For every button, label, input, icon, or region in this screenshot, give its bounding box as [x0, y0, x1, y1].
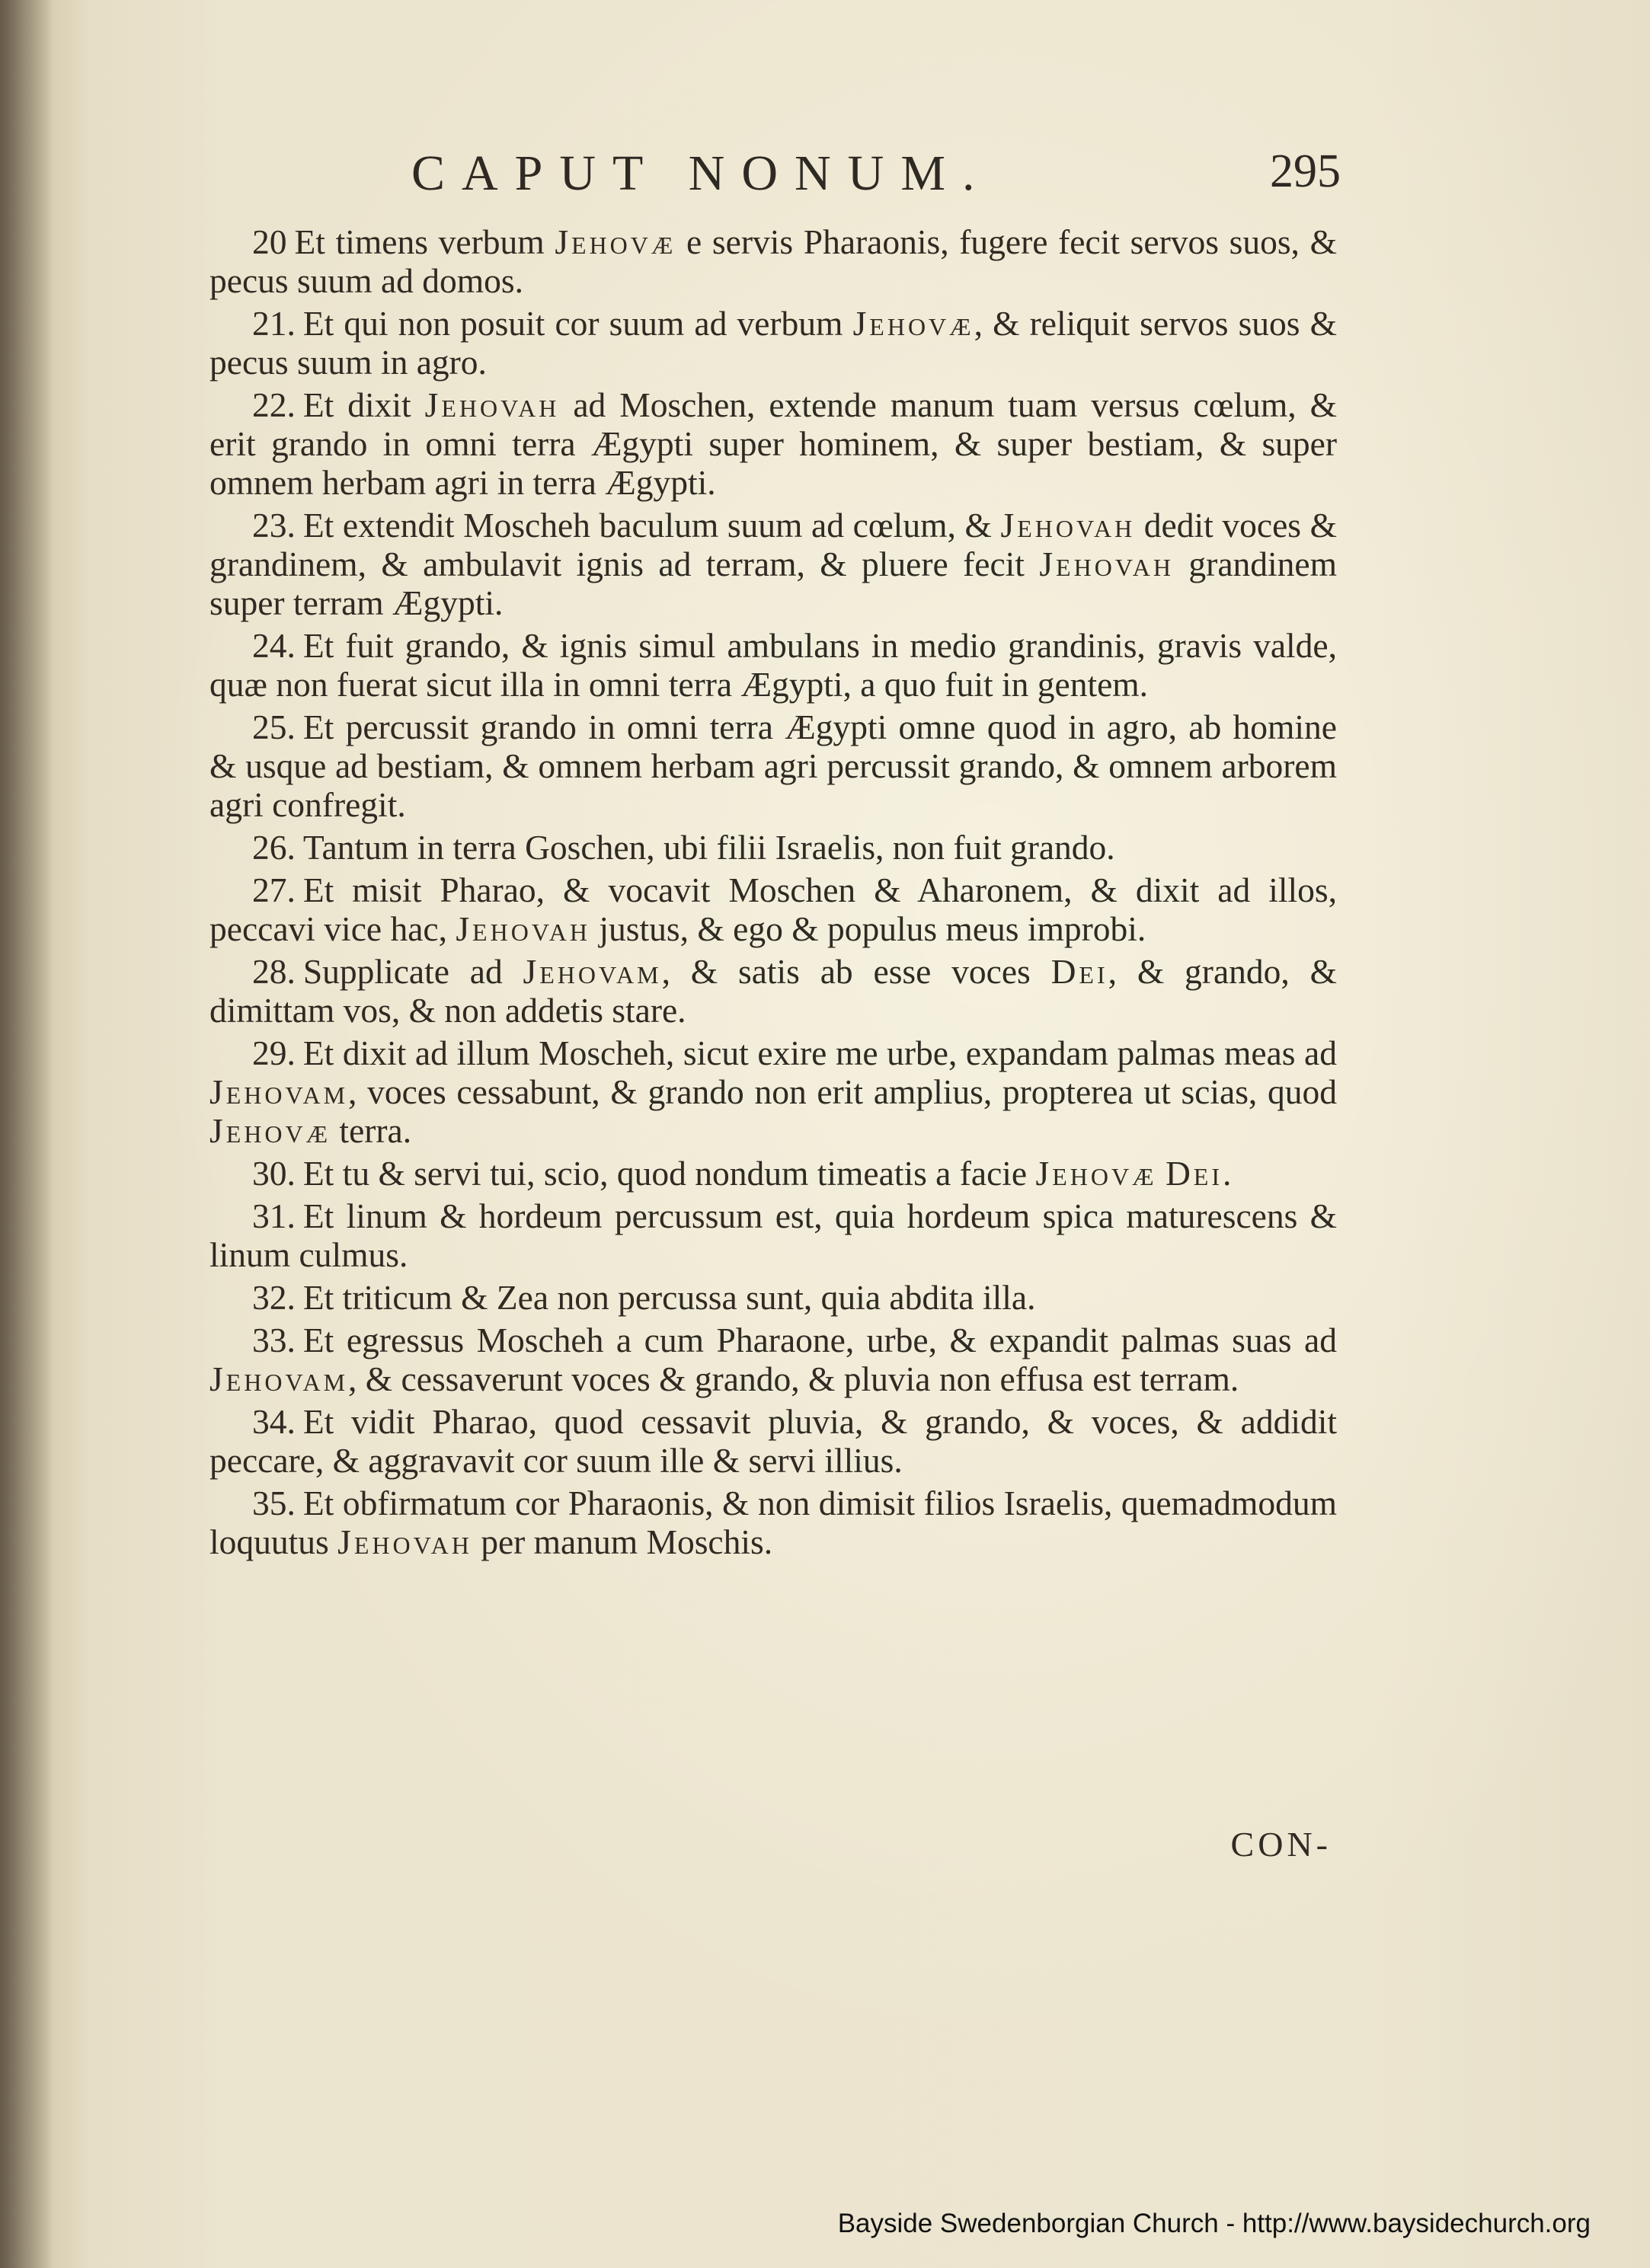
verse-number: 21. — [252, 304, 296, 343]
verse-text: Et obfirmatum cor Pharaonis, & non dimisit filios Israelis, quemadmodum loquutus — [209, 1484, 1337, 1561]
verse-text: Et triticum & Zea non percussa sunt, quia abdita illa. — [302, 1278, 1036, 1317]
verse-text-block — [209, 222, 1337, 1565]
verse-paragraph — [209, 1033, 1337, 1150]
verse-text: justus, & ego & populus meus improbi. — [590, 909, 1146, 948]
verse-text: Et misit Pharao, & vocavit Moschen & Aharonem, & dixit ad illos, peccavi vice hac, — [209, 870, 1337, 948]
verse-number: 26. — [252, 828, 296, 867]
page-number: 295 — [1270, 145, 1341, 197]
verse-number: 30. — [252, 1154, 296, 1193]
verse-text: Et timens verbum — [294, 222, 555, 261]
divine-name: Dei — [1050, 952, 1108, 991]
verse-paragraph — [209, 304, 1337, 382]
verse-paragraph — [209, 1484, 1337, 1561]
verse-paragraph — [209, 708, 1337, 824]
verse-paragraph — [209, 506, 1337, 622]
catchword: CON- — [1230, 1825, 1332, 1864]
divine-name: Jehovam — [209, 1359, 349, 1398]
verse-text: Et fuit grando, & ignis simul ambulans in medio grandinis, gravis valde, quæ non fuerat sicut illa in omni terra Ægypti, a quo fuit in gentem. — [209, 626, 1337, 704]
verse-text: , & grando, & dimittam vos, & non addetis stare. — [209, 952, 1337, 1030]
verse-paragraph — [209, 1196, 1337, 1274]
verse-text: , & reliquit servos suos & pecus suum in agro. — [209, 304, 1337, 382]
divine-name: Jehovah — [337, 1522, 472, 1561]
verse-paragraph — [209, 385, 1337, 502]
verse-text: Et dixit ad illum Moscheh, sicut exire me urbe, expandam palmas meas ad — [302, 1033, 1337, 1072]
footer-credit: Bayside Swedenborgian Church - http://www.baysidechurch.org — [837, 2209, 1591, 2238]
verse-number: 31. — [252, 1196, 296, 1235]
verse-paragraph — [209, 1278, 1337, 1317]
verse-paragraph — [209, 626, 1337, 704]
verse-text: Et dixit — [302, 385, 425, 424]
verse-text: grandinem super terram Ægypti. — [209, 545, 1338, 622]
verse-text: dedit voces & grandinem, & ambulavit ignis ad terram, & pluere fecit — [209, 506, 1338, 583]
divine-name: Jehovah — [1039, 545, 1175, 583]
verse-paragraph — [209, 952, 1337, 1030]
verse-text: ad Moschen, extende manum tuam versus cœlum, & erit grando in omni terra Ægypti super hominem, & super bestiam, & super omnem herbam agri in terra Ægypti. — [209, 385, 1338, 502]
page-header — [206, 145, 1341, 213]
verse-text: per manum Moschis. — [472, 1522, 773, 1561]
divine-name: Jehovæ — [852, 304, 974, 343]
verse-text: Et extendit Moscheh baculum suum ad cœlum, & — [302, 506, 1001, 545]
divine-name: Jehovam — [523, 952, 662, 991]
verse-number: 29. — [252, 1033, 296, 1072]
verse-text: terra. — [331, 1111, 412, 1150]
verse-number: 27. — [252, 870, 296, 909]
verse-text: Et percussit grando in omni terra Ægypti omne quod in agro, ab homine & usque ad bestiam, & omnem herbam agri percussit grando, & omnem arborem agri confregit. — [209, 708, 1337, 824]
verse-text: Et tu & servi tui, scio, quod nondum timeatis a facie — [302, 1154, 1036, 1193]
divine-name: Jehovæ — [555, 222, 676, 261]
verse-number: 25. — [252, 708, 296, 746]
verse-number: 28. — [252, 952, 296, 991]
verse-number: 22. — [252, 385, 296, 424]
divine-name: Jehovah — [424, 385, 560, 424]
verse-text: , & cessaverunt voces & grando, & pluvia non effusa est terram. — [348, 1359, 1239, 1398]
divine-name: Jehovah — [1000, 506, 1136, 545]
verse-text: Tantum in terra Goschen, ubi filii Israelis, non fuit grando. — [302, 828, 1115, 867]
verse-text — [1157, 1154, 1166, 1193]
divine-name: Jehovæ — [209, 1111, 331, 1150]
verse-text: Supplicate ad — [302, 952, 523, 991]
verse-number: 33. — [252, 1321, 296, 1359]
verse-paragraph — [209, 222, 1337, 300]
divine-name: Dei — [1165, 1154, 1223, 1193]
verse-number: 35. — [252, 1484, 296, 1522]
verse-text: , voces cessabunt, & grando non erit amplius, propterea ut scias, quod — [348, 1072, 1337, 1111]
verse-text: Et qui non posuit cor suum ad verbum — [302, 304, 853, 343]
verse-text: . — [1223, 1154, 1232, 1193]
verse-paragraph — [209, 1321, 1337, 1398]
verse-paragraph — [209, 1154, 1337, 1193]
running-title: CAPUT NONUM. — [411, 145, 992, 201]
verse-text: Et vidit Pharao, quod cessavit pluvia, & grando, & voces, & addidit peccare, & aggravavit cor suum ille & servi illius. — [209, 1402, 1337, 1480]
verse-paragraph — [209, 828, 1337, 867]
verse-number: 24. — [252, 626, 296, 665]
verse-number: 32. — [252, 1278, 296, 1317]
verse-number: 23. — [252, 506, 296, 545]
verse-number: 20 — [252, 222, 287, 261]
divine-name: Jehovah — [456, 909, 591, 948]
verse-paragraph — [209, 870, 1337, 948]
verse-paragraph — [209, 1402, 1337, 1480]
divine-name: Jehovam — [209, 1072, 349, 1111]
verse-text: , & satis ab esse voces — [661, 952, 1051, 991]
verse-text: Et egressus Moscheh a cum Pharaone, urbe, & expandit palmas suas ad — [302, 1321, 1337, 1359]
verse-text: e servis Pharaonis, fugere fecit servos suos, & pecus suum ad domos. — [209, 222, 1337, 300]
verse-text: Et linum & hordeum percussum est, quia hordeum spica maturescens & linum culmus. — [209, 1196, 1337, 1274]
verse-number: 34. — [252, 1402, 296, 1441]
divine-name: Jehovæ — [1035, 1154, 1157, 1193]
gutter-shadow — [0, 0, 53, 2268]
